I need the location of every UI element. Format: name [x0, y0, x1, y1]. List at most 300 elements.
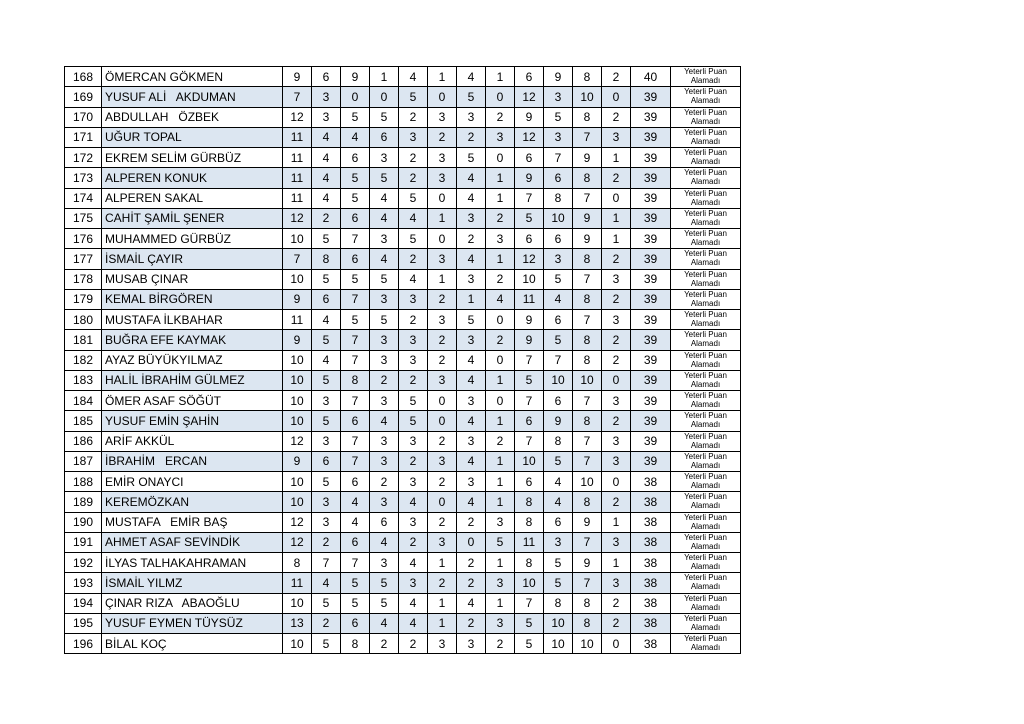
score-cell: 5	[312, 472, 341, 492]
score-cell: 3	[399, 350, 428, 370]
score-cell: 10	[283, 593, 312, 613]
row-number: 186	[65, 431, 102, 451]
score-cell: 2	[370, 472, 399, 492]
score-cell: 0	[486, 391, 515, 411]
score-cell: 4	[457, 67, 486, 87]
status-text: Yeterli Puan Alamadı	[684, 127, 727, 146]
score-cell: 4	[370, 613, 399, 633]
score-cell: 0	[370, 87, 399, 107]
score-cell: 1	[486, 492, 515, 512]
status-text: Yeterli Puan Alamadı	[684, 411, 727, 430]
score-cell: 3	[428, 532, 457, 552]
score-cell: 5	[312, 269, 341, 289]
score-cell: 5	[341, 107, 370, 127]
score-cell: 2	[457, 229, 486, 249]
score-cell: 4	[457, 492, 486, 512]
score-cell: 4	[312, 148, 341, 168]
status-text: Yeterli Puan Alamadı	[684, 512, 727, 531]
score-cell: 9	[573, 208, 602, 228]
score-cell: 3	[370, 553, 399, 573]
status-text: Yeterli Puan Alamadı	[684, 593, 727, 612]
score-cell: 8	[573, 330, 602, 350]
score-cell: 11	[283, 573, 312, 593]
score-cell: 6	[515, 67, 544, 87]
score-cell: 5	[544, 269, 573, 289]
score-cell: 3	[457, 391, 486, 411]
score-cell: 5	[399, 391, 428, 411]
status-cell	[671, 593, 741, 613]
score-cell: 8	[341, 370, 370, 390]
table-row	[65, 208, 741, 228]
score-cell: 1	[486, 67, 515, 87]
score-cell: 7	[283, 87, 312, 107]
table-row	[65, 148, 741, 168]
score-cell: 8	[515, 492, 544, 512]
score-cell: 0	[486, 148, 515, 168]
score-cell: 5	[341, 168, 370, 188]
score-cell: 2	[399, 634, 428, 654]
table-row	[65, 553, 741, 573]
student-name: MUSTAFA İLKBAHAR	[102, 310, 283, 330]
score-cell: 5	[341, 269, 370, 289]
status-text: Yeterli Puan Alamadı	[684, 451, 727, 470]
score-cell: 9	[544, 411, 573, 431]
score-cell: 5	[399, 229, 428, 249]
total-score: 38	[631, 512, 671, 532]
score-cell: 1	[602, 512, 631, 532]
total-score: 38	[631, 593, 671, 613]
score-cell: 9	[341, 67, 370, 87]
score-cell: 1	[486, 411, 515, 431]
score-cell: 1	[486, 370, 515, 390]
score-cell: 7	[573, 573, 602, 593]
score-cell: 3	[399, 431, 428, 451]
score-cell: 2	[602, 330, 631, 350]
score-cell: 10	[283, 229, 312, 249]
score-cell: 7	[573, 451, 602, 471]
score-cell: 9	[544, 67, 573, 87]
score-cell: 10	[515, 269, 544, 289]
status-cell	[671, 532, 741, 552]
score-cell: 6	[370, 127, 399, 147]
student-name: ALPEREN KONUK	[102, 168, 283, 188]
score-cell: 3	[428, 451, 457, 471]
row-number: 188	[65, 472, 102, 492]
score-cell: 2	[457, 553, 486, 573]
score-cell: 3	[602, 269, 631, 289]
score-cell: 5	[341, 593, 370, 613]
score-cell: 2	[602, 613, 631, 633]
status-text: Yeterli Puan Alamadı	[684, 492, 727, 511]
score-cell: 0	[602, 188, 631, 208]
score-cell: 3	[370, 431, 399, 451]
score-cell: 3	[428, 249, 457, 269]
status-text: Yeterli Puan Alamadı	[684, 249, 727, 268]
status-cell	[671, 350, 741, 370]
row-number: 194	[65, 593, 102, 613]
score-cell: 5	[370, 168, 399, 188]
status-text: Yeterli Puan Alamadı	[684, 613, 727, 632]
score-cell: 5	[515, 613, 544, 633]
score-cell: 1	[428, 553, 457, 573]
score-cell: 5	[399, 411, 428, 431]
score-cell: 8	[573, 67, 602, 87]
score-cell: 3	[312, 492, 341, 512]
total-score: 39	[631, 391, 671, 411]
score-cell: 8	[544, 593, 573, 613]
total-score: 39	[631, 370, 671, 390]
score-cell: 1	[486, 553, 515, 573]
score-cell: 1	[486, 593, 515, 613]
student-name: İSMAİL YILMZ	[102, 573, 283, 593]
total-score: 38	[631, 634, 671, 654]
score-cell: 4	[370, 532, 399, 552]
score-cell: 2	[602, 350, 631, 370]
score-cell: 11	[283, 148, 312, 168]
table-row	[65, 127, 741, 147]
status-cell	[671, 127, 741, 147]
score-cell: 4	[312, 127, 341, 147]
row-number: 191	[65, 532, 102, 552]
score-cell: 9	[283, 289, 312, 309]
score-cell: 4	[312, 310, 341, 330]
row-number: 172	[65, 148, 102, 168]
table-row	[65, 330, 741, 350]
score-cell: 3	[457, 269, 486, 289]
score-cell: 2	[370, 370, 399, 390]
score-cell: 6	[341, 472, 370, 492]
score-cell: 1	[602, 553, 631, 573]
score-cell: 0	[602, 634, 631, 654]
score-cell: 4	[312, 188, 341, 208]
score-cell: 7	[341, 451, 370, 471]
status-text: Yeterli Puan Alamadı	[684, 472, 727, 491]
score-cell: 2	[457, 127, 486, 147]
status-text: Yeterli Puan Alamadı	[684, 229, 727, 248]
score-cell: 3	[544, 87, 573, 107]
row-number: 185	[65, 411, 102, 431]
score-cell: 5	[544, 451, 573, 471]
score-cell: 3	[486, 127, 515, 147]
total-score: 39	[631, 188, 671, 208]
score-cell: 4	[341, 127, 370, 147]
score-cell: 6	[544, 310, 573, 330]
status-cell	[671, 573, 741, 593]
score-cell: 5	[544, 330, 573, 350]
status-cell	[671, 492, 741, 512]
score-cell: 10	[283, 472, 312, 492]
student-name: AYAZ BÜYÜKYILMAZ	[102, 350, 283, 370]
score-cell: 7	[515, 431, 544, 451]
score-cell: 2	[428, 330, 457, 350]
score-cell: 8	[573, 168, 602, 188]
score-cell: 8	[573, 289, 602, 309]
table-row	[65, 289, 741, 309]
score-cell: 2	[399, 370, 428, 390]
row-number: 187	[65, 451, 102, 471]
score-cell: 12	[515, 249, 544, 269]
score-cell: 4	[457, 168, 486, 188]
row-number: 170	[65, 107, 102, 127]
student-name: UĞUR TOPAL	[102, 127, 283, 147]
student-name: MUSAB ÇINAR	[102, 269, 283, 289]
score-cell: 3	[602, 451, 631, 471]
score-cell: 3	[370, 492, 399, 512]
score-cell: 3	[486, 613, 515, 633]
status-cell	[671, 512, 741, 532]
score-cell: 12	[515, 87, 544, 107]
score-cell: 5	[370, 593, 399, 613]
score-cell: 5	[370, 269, 399, 289]
score-cell: 7	[341, 330, 370, 350]
score-cell: 2	[602, 107, 631, 127]
score-cell: 4	[312, 350, 341, 370]
score-cell: 8	[283, 553, 312, 573]
student-name: EMİR ONAYCI	[102, 472, 283, 492]
total-score: 38	[631, 532, 671, 552]
score-cell: 1	[428, 269, 457, 289]
score-cell: 1	[602, 208, 631, 228]
score-cell: 5	[486, 532, 515, 552]
score-cell: 2	[486, 208, 515, 228]
score-cell: 7	[573, 269, 602, 289]
score-cell: 3	[370, 289, 399, 309]
status-text: Yeterli Puan Alamadı	[684, 553, 727, 572]
score-cell: 4	[457, 593, 486, 613]
score-cell: 3	[428, 634, 457, 654]
total-score: 39	[631, 350, 671, 370]
score-cell: 2	[428, 431, 457, 451]
score-cell: 1	[602, 229, 631, 249]
score-cell: 5	[544, 573, 573, 593]
score-cell: 2	[486, 269, 515, 289]
status-text: Yeterli Puan Alamadı	[684, 188, 727, 207]
score-cell: 0	[457, 532, 486, 552]
score-cell: 11	[515, 289, 544, 309]
score-cell: 2	[399, 451, 428, 471]
score-cell: 6	[341, 208, 370, 228]
score-cell: 6	[544, 512, 573, 532]
total-score: 39	[631, 289, 671, 309]
score-cell: 7	[573, 431, 602, 451]
score-cell: 5	[515, 634, 544, 654]
row-number: 196	[65, 634, 102, 654]
score-cell: 0	[602, 87, 631, 107]
row-number: 195	[65, 613, 102, 633]
student-name: İSMAİL ÇAYIR	[102, 249, 283, 269]
score-cell: 1	[486, 472, 515, 492]
score-cell: 8	[573, 249, 602, 269]
student-name: ÇINAR RIZA ABAOĞLU	[102, 593, 283, 613]
score-cell: 3	[457, 330, 486, 350]
table-row	[65, 492, 741, 512]
score-cell: 12	[283, 512, 312, 532]
table-row	[65, 168, 741, 188]
student-name: ALPEREN SAKAL	[102, 188, 283, 208]
score-cell: 2	[602, 67, 631, 87]
score-cell: 2	[312, 208, 341, 228]
score-cell: 1	[428, 613, 457, 633]
score-cell: 5	[544, 553, 573, 573]
row-number: 189	[65, 492, 102, 512]
score-cell: 1	[486, 188, 515, 208]
score-cell: 6	[312, 67, 341, 87]
status-cell	[671, 431, 741, 451]
student-name: İBRAHİM ERCAN	[102, 451, 283, 471]
status-cell	[671, 472, 741, 492]
score-cell: 0	[428, 229, 457, 249]
score-cell: 4	[457, 350, 486, 370]
score-cell: 6	[544, 229, 573, 249]
status-cell	[671, 613, 741, 633]
score-cell: 2	[602, 593, 631, 613]
row-number: 193	[65, 573, 102, 593]
score-cell: 5	[370, 310, 399, 330]
score-cell: 10	[283, 411, 312, 431]
table-row	[65, 370, 741, 390]
score-cell: 12	[283, 431, 312, 451]
score-cell: 4	[370, 411, 399, 431]
score-cell: 5	[399, 87, 428, 107]
score-cell: 4	[399, 553, 428, 573]
score-cell: 5	[341, 188, 370, 208]
student-name: HALİL İBRAHİM GÜLMEZ	[102, 370, 283, 390]
score-cell: 3	[544, 532, 573, 552]
score-cell: 4	[399, 492, 428, 512]
score-cell: 3	[370, 350, 399, 370]
score-cell: 12	[283, 208, 312, 228]
score-cell: 3	[486, 512, 515, 532]
table-row	[65, 431, 741, 451]
score-cell: 9	[573, 148, 602, 168]
score-cell: 2	[399, 148, 428, 168]
row-number: 178	[65, 269, 102, 289]
status-text: Yeterli Puan Alamadı	[684, 370, 727, 389]
score-cell: 3	[486, 573, 515, 593]
score-cell: 1	[602, 148, 631, 168]
score-cell: 3	[312, 391, 341, 411]
student-name: AHMET ASAF SEVİNDİK	[102, 532, 283, 552]
student-name: ARİF AKKÜL	[102, 431, 283, 451]
score-cell: 2	[602, 289, 631, 309]
score-cell: 3	[399, 573, 428, 593]
score-cell: 10	[283, 350, 312, 370]
score-cell: 4	[457, 249, 486, 269]
status-cell	[671, 87, 741, 107]
score-cell: 3	[457, 208, 486, 228]
status-cell	[671, 249, 741, 269]
score-cell: 8	[573, 411, 602, 431]
score-cell: 6	[341, 148, 370, 168]
score-cell: 12	[515, 127, 544, 147]
score-cell: 5	[341, 310, 370, 330]
status-text: Yeterli Puan Alamadı	[684, 208, 727, 227]
score-cell: 7	[341, 391, 370, 411]
status-text: Yeterli Puan Alamadı	[684, 634, 727, 653]
score-cell: 1	[486, 249, 515, 269]
score-cell: 1	[457, 289, 486, 309]
score-cell: 6	[370, 512, 399, 532]
score-cell: 8	[312, 249, 341, 269]
score-cell: 8	[573, 492, 602, 512]
status-text: Yeterli Puan Alamadı	[684, 532, 727, 551]
score-cell: 6	[312, 451, 341, 471]
score-cell: 3	[399, 289, 428, 309]
score-cell: 2	[428, 512, 457, 532]
score-cell: 4	[544, 492, 573, 512]
score-cell: 2	[312, 613, 341, 633]
student-name: KEREMÖZKAN	[102, 492, 283, 512]
total-score: 39	[631, 411, 671, 431]
score-cell: 2	[399, 310, 428, 330]
score-cell: 6	[544, 391, 573, 411]
score-cell: 9	[515, 310, 544, 330]
status-text: Yeterli Puan Alamadı	[684, 148, 727, 167]
score-cell: 2	[602, 492, 631, 512]
student-name: BİLAL KOÇ	[102, 634, 283, 654]
table-row	[65, 613, 741, 633]
score-cell: 6	[544, 168, 573, 188]
score-cell: 7	[283, 249, 312, 269]
student-name: YUSUF EYMEN TÜYSÜZ	[102, 613, 283, 633]
score-cell: 8	[515, 512, 544, 532]
score-cell: 1	[428, 593, 457, 613]
score-cell: 9	[283, 67, 312, 87]
row-number: 173	[65, 168, 102, 188]
score-cell: 10	[283, 492, 312, 512]
score-cell: 10	[544, 613, 573, 633]
score-cell: 4	[341, 512, 370, 532]
score-cell: 10	[544, 370, 573, 390]
score-cell: 2	[486, 431, 515, 451]
status-cell	[671, 553, 741, 573]
score-cell: 5	[312, 634, 341, 654]
total-score: 39	[631, 168, 671, 188]
row-number: 181	[65, 330, 102, 350]
score-cell: 6	[341, 613, 370, 633]
score-cell: 4	[457, 451, 486, 471]
score-cell: 12	[283, 532, 312, 552]
status-cell	[671, 310, 741, 330]
table-row	[65, 310, 741, 330]
student-name: ABDULLAH ÖZBEK	[102, 107, 283, 127]
row-number: 176	[65, 229, 102, 249]
score-cell: 0	[486, 350, 515, 370]
score-cell: 11	[283, 127, 312, 147]
status-cell	[671, 330, 741, 350]
table-row	[65, 269, 741, 289]
score-cell: 3	[544, 127, 573, 147]
score-cell: 3	[370, 451, 399, 471]
score-cell: 0	[602, 370, 631, 390]
total-score: 39	[631, 310, 671, 330]
score-cell: 10	[283, 391, 312, 411]
score-cell: 2	[428, 350, 457, 370]
score-cell: 5	[312, 229, 341, 249]
status-cell	[671, 148, 741, 168]
row-number: 183	[65, 370, 102, 390]
table-row	[65, 634, 741, 654]
score-cell: 4	[399, 613, 428, 633]
status-text: Yeterli Puan Alamadı	[684, 107, 727, 126]
score-cell: 11	[515, 532, 544, 552]
score-cell: 9	[283, 451, 312, 471]
student-name: CAHİT ŞAMİL ŞENER	[102, 208, 283, 228]
table-row	[65, 451, 741, 471]
total-score: 39	[631, 107, 671, 127]
score-cell: 5	[370, 107, 399, 127]
score-cell: 4	[457, 411, 486, 431]
